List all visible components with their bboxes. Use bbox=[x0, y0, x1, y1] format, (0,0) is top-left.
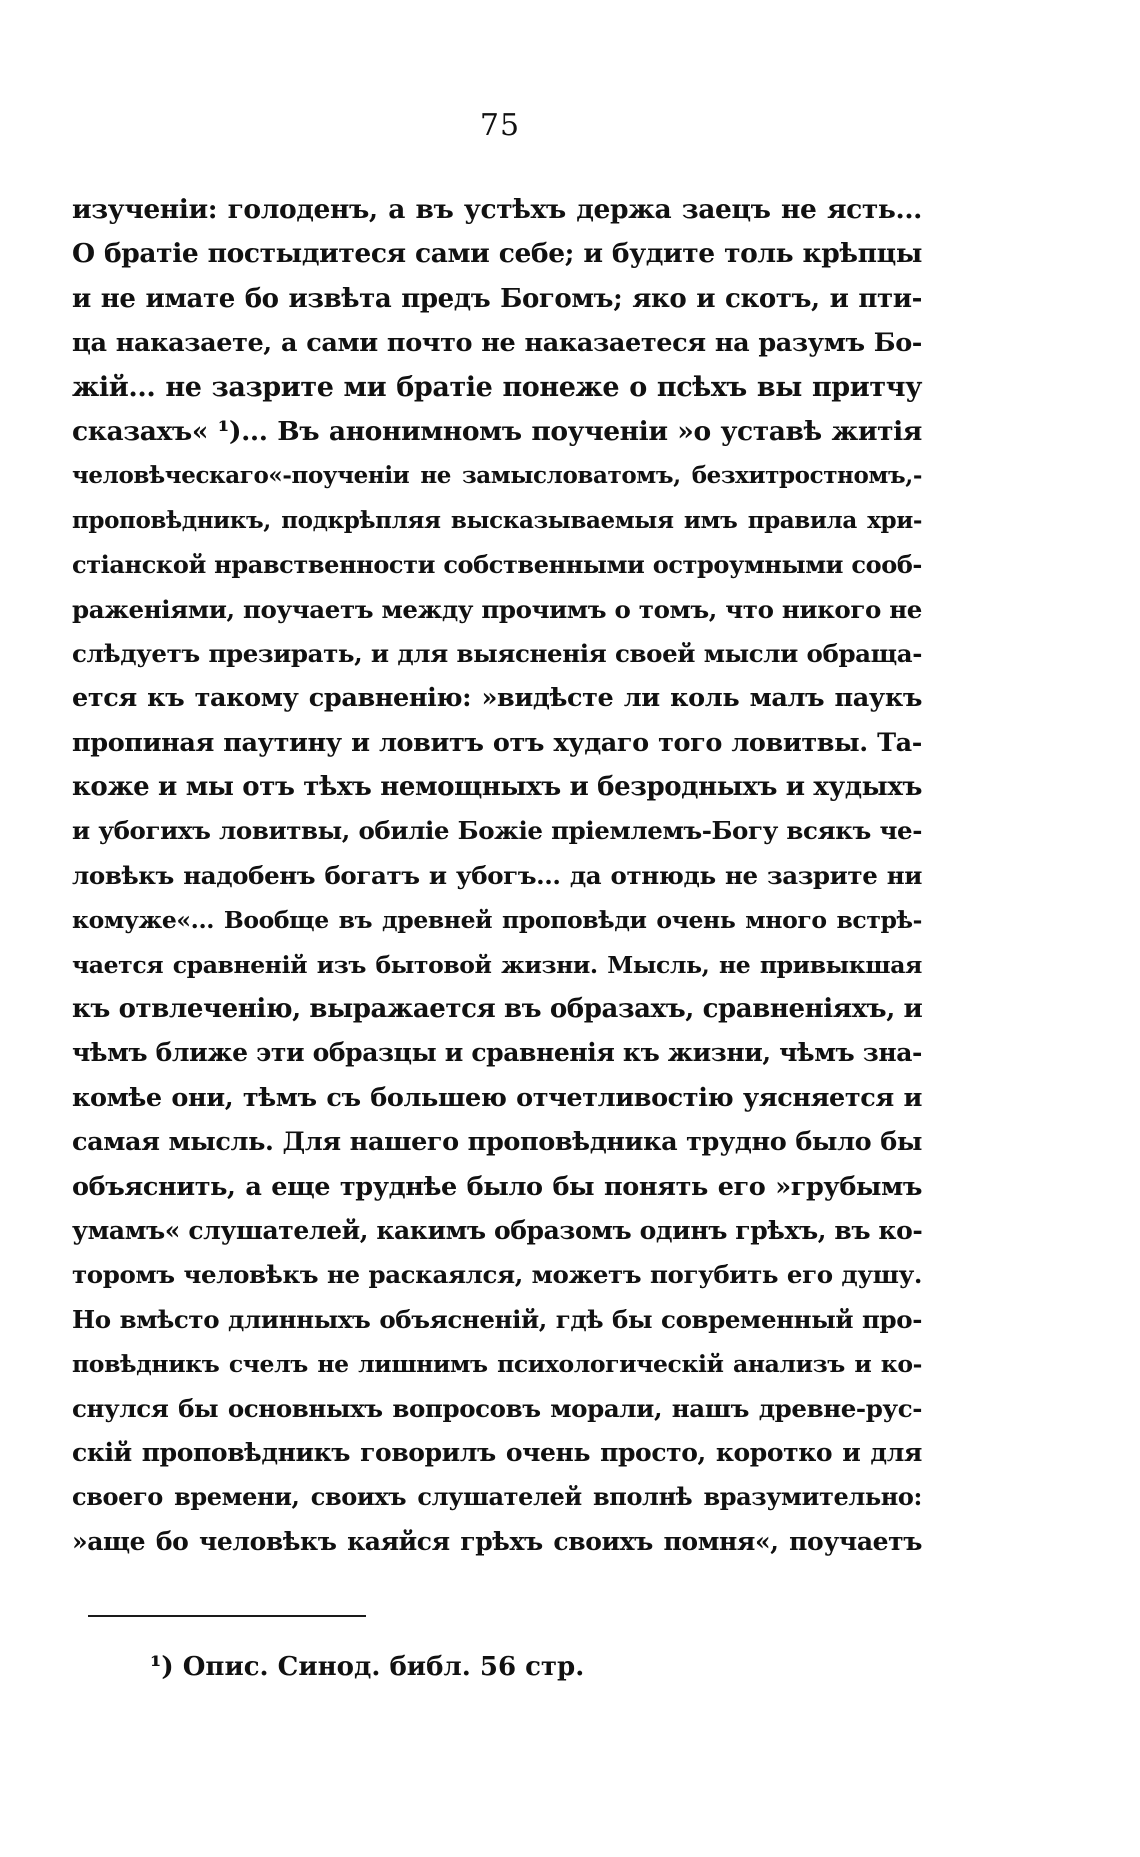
footnote-text: Опис. Синод. библ. 56 стр. bbox=[182, 1652, 585, 1682]
text-line: комуже«... Вообще въ древней проповѣди очень много встрѣ- bbox=[72, 906, 922, 935]
text-line: умамъ« слушателей, какимъ образомъ одинъ грѣхъ, въ ко- bbox=[72, 1215, 923, 1245]
text-line: чѣмъ ближе эти образцы и сравненія къ жизни, чѣмъ зна- bbox=[72, 1038, 922, 1068]
page-number: 75 bbox=[479, 108, 521, 143]
text-line: изученіи: голоденъ, а въ устѣхъ держа заецъ не ясть... bbox=[72, 194, 922, 225]
text-line: и убогихъ ловитвы, обиліе Божіе пріемлемъ-Богу всякъ че- bbox=[72, 816, 922, 846]
text-line: своего времени, своихъ слушателей вполнѣ вразумительно: bbox=[72, 1482, 922, 1512]
text-line: стіанской нравственности собственными остроумными сооб- bbox=[72, 550, 922, 580]
text-line: слѣдуетъ презирать, и для выясненія своей мысли обраща- bbox=[72, 638, 922, 668]
text-line: къ отвлеченію, выражается въ образахъ, сравненіяхъ, и bbox=[72, 994, 923, 1025]
text-line: жій... не зазрите ми братіе понеже о псѣхъ вы притчу bbox=[72, 371, 922, 403]
text-line: О братіе постыдитеся сами себе; и будите толь крѣпцы bbox=[72, 238, 922, 270]
text-line: ца наказаете, а сами почто не наказаетеся на разумъ Бо- bbox=[72, 328, 922, 359]
text-line: проповѣдникъ, подкрѣпляя высказываемыя имъ правила хри- bbox=[72, 506, 922, 534]
text-line: чается сравненій изъ бытовой жизни. Мысль, не привыкшая bbox=[72, 950, 922, 979]
text-line: ловѣкъ надобенъ богатъ и убогъ... да отнюдь не зазрите ни bbox=[72, 860, 922, 890]
text-line: торомъ человѣкъ не раскаялся, можетъ погубить его душу. bbox=[72, 1260, 922, 1290]
text-line: скій проповѣдникъ говорилъ очень просто, коротко и для bbox=[72, 1437, 922, 1467]
text-line: пропиная паутину и ловитъ отъ худаго того ловитвы. Та- bbox=[72, 727, 922, 758]
text-line: Но вмѣсто длинныхъ объясненій, гдѣ бы современный про- bbox=[72, 1304, 922, 1334]
footnote bbox=[150, 1652, 584, 1682]
text-line: повѣдникъ счелъ не лишнимъ психологическій анализъ и ко- bbox=[72, 1350, 922, 1379]
text-line: снулся бы основныхъ вопросовъ морали, нашъ древне-рус- bbox=[72, 1393, 922, 1423]
text-line: раженіями, поучаетъ между прочимъ о томъ, что никого не bbox=[72, 594, 922, 624]
text-line: коже и мы отъ тѣхъ немощныхъ и безродныхъ и худыхъ bbox=[72, 772, 922, 803]
text-line: объяснить, а еще труднѣе было бы понять его »грубымъ bbox=[72, 1171, 922, 1202]
text-line: ется къ такому сравненію: »видѣсте ли коль малъ паукъ bbox=[72, 683, 922, 714]
text-line: и не имате бо извѣта предъ Богомъ; яко и скотъ, и пти- bbox=[72, 283, 922, 314]
text-line: комѣе они, тѣмъ съ большею отчетливостію уясняется и bbox=[72, 1082, 922, 1113]
text-line: человѣческаго«-поученіи не замысловатомъ, безхитростномъ,- bbox=[72, 462, 922, 490]
text-line: самая мысль. Для нашего проповѣдника трудно было бы bbox=[72, 1127, 922, 1158]
text-line: сказахъ« ¹)... Въ анонимномъ поученіи »о уставѣ житія bbox=[72, 415, 922, 447]
footnote-separator bbox=[88, 1615, 366, 1617]
text-line: »аще бо человѣкъ каяйся грѣхъ своихъ помня«, поучаетъ bbox=[72, 1526, 922, 1556]
body-text bbox=[72, 188, 922, 1564]
footnote-marker: ¹) bbox=[150, 1652, 174, 1682]
